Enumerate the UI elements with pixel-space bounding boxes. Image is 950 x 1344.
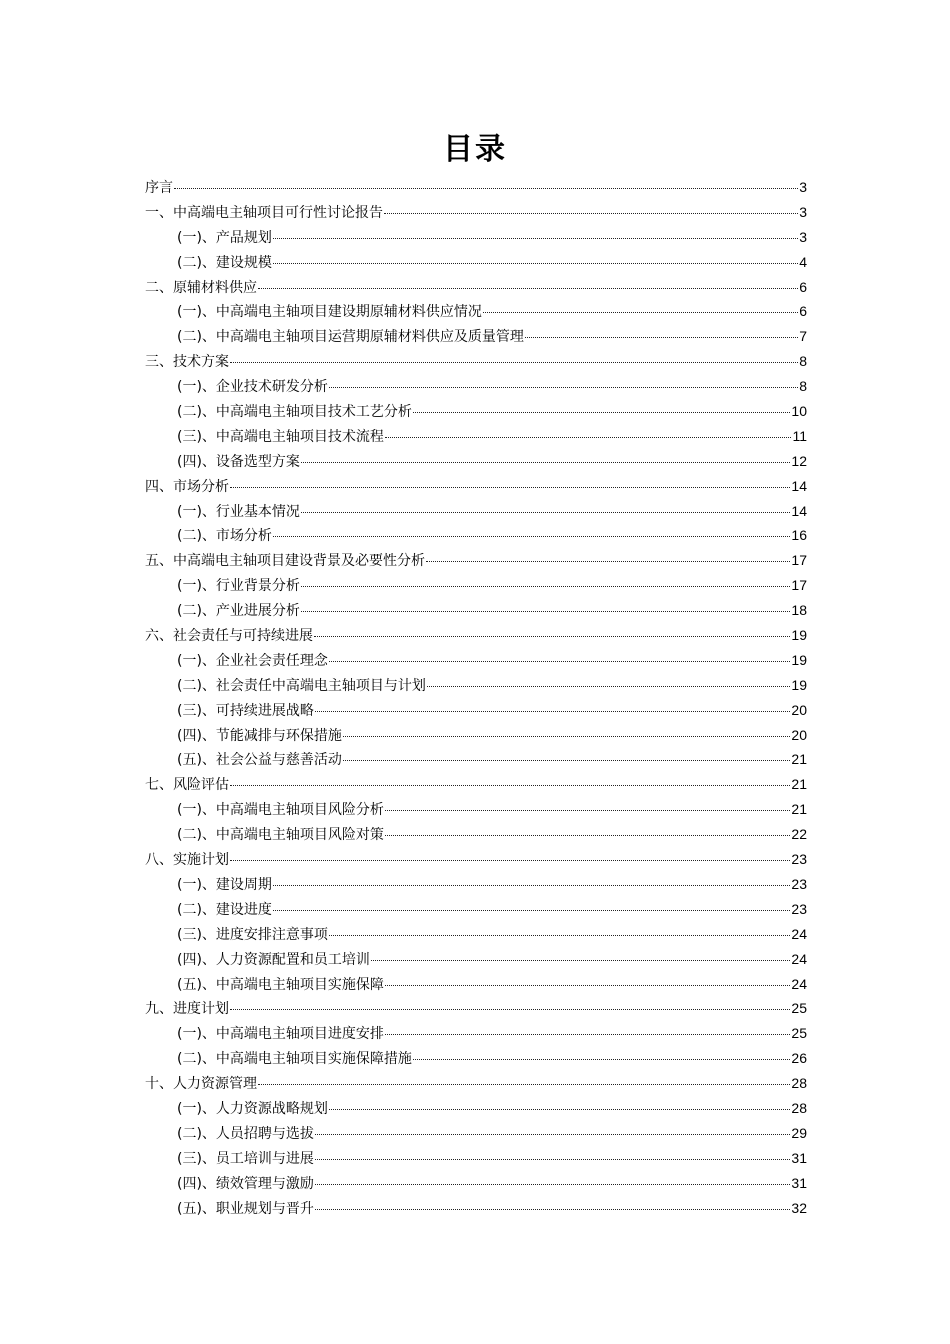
toc-page-number: 12 bbox=[791, 452, 807, 469]
toc-page-number: 11 bbox=[792, 427, 807, 444]
toc-entry-text: (二)、建设进度 bbox=[177, 901, 272, 918]
dot-leader bbox=[329, 1109, 790, 1110]
dot-leader bbox=[385, 810, 790, 811]
toc-entry-text: 二、原辅材料供应 bbox=[145, 279, 257, 296]
toc-page-number: 31 bbox=[791, 1174, 807, 1191]
toc-page-number: 20 bbox=[791, 701, 807, 718]
toc-entry-text: (四)、绩效管理与激励 bbox=[177, 1175, 314, 1192]
toc-entry-text: 七、风险评估 bbox=[145, 777, 229, 794]
toc-entry-text: (一)、产品规划 bbox=[177, 229, 272, 246]
toc-entry-text: (五)、社会公益与慈善活动 bbox=[177, 752, 342, 769]
toc-page-number: 29 bbox=[791, 1124, 807, 1141]
toc-subentry[interactable] bbox=[145, 250, 807, 275]
toc-list bbox=[145, 175, 807, 1220]
dot-leader bbox=[427, 686, 790, 687]
toc-subentry[interactable] bbox=[145, 424, 807, 449]
toc-entry-text: 三、技术方案 bbox=[145, 354, 229, 371]
dot-leader bbox=[230, 860, 790, 861]
toc-subentry[interactable] bbox=[145, 723, 807, 748]
toc-entry-text: (五)、职业规划与晋升 bbox=[177, 1200, 314, 1217]
toc-subentry[interactable] bbox=[145, 1196, 807, 1221]
dot-leader bbox=[315, 1159, 790, 1160]
toc-entry-text: (一)、中高端电主轴项目建设期原辅材料供应情况 bbox=[177, 304, 482, 321]
toc-subentry[interactable] bbox=[145, 1096, 807, 1121]
toc-page-number: 23 bbox=[791, 875, 807, 892]
toc-entry-text: (三)、员工培训与进展 bbox=[177, 1150, 314, 1167]
toc-subentry[interactable] bbox=[145, 897, 807, 922]
dot-leader bbox=[483, 312, 798, 313]
toc-subentry[interactable] bbox=[145, 449, 807, 474]
toc-page-number: 16 bbox=[791, 527, 807, 544]
toc-subentry[interactable] bbox=[145, 1146, 807, 1171]
toc-subentry[interactable] bbox=[145, 598, 807, 623]
toc-entry-text: (二)、建设规模 bbox=[177, 254, 272, 271]
toc-entry[interactable] bbox=[145, 175, 807, 200]
toc-subentry[interactable] bbox=[145, 324, 807, 349]
toc-page-number: 25 bbox=[791, 1025, 807, 1042]
toc-entry-text: (二)、中高端电主轴项目实施保障措施 bbox=[177, 1051, 412, 1068]
toc-page-number: 24 bbox=[791, 950, 807, 967]
toc-page-number: 7 bbox=[799, 328, 807, 345]
toc-page-number: 25 bbox=[791, 1000, 807, 1017]
toc-subentry[interactable] bbox=[145, 374, 807, 399]
dot-leader bbox=[273, 536, 790, 537]
dot-leader bbox=[426, 561, 790, 562]
toc-entry-text: 五、中高端电主轴项目建设背景及必要性分析 bbox=[145, 553, 425, 570]
dot-leader bbox=[301, 586, 790, 587]
toc-subentry[interactable] bbox=[145, 573, 807, 598]
toc-entry-text: (二)、产业进展分析 bbox=[177, 603, 300, 620]
dot-leader bbox=[230, 785, 790, 786]
toc-entry-text: (四)、设备选型方案 bbox=[177, 453, 300, 470]
dot-leader bbox=[413, 412, 790, 413]
toc-entry[interactable] bbox=[145, 847, 807, 872]
toc-subentry[interactable] bbox=[145, 499, 807, 524]
toc-entry[interactable] bbox=[145, 349, 807, 374]
toc-page-number: 24 bbox=[791, 975, 807, 992]
toc-subentry[interactable] bbox=[145, 922, 807, 947]
toc-subentry[interactable] bbox=[145, 399, 807, 424]
toc-subentry[interactable] bbox=[145, 1046, 807, 1071]
dot-leader bbox=[273, 885, 790, 886]
toc-entry-text: 一、中高端电主轴项目可行性讨论报告 bbox=[145, 204, 383, 221]
toc-subentry[interactable] bbox=[145, 872, 807, 897]
dot-leader bbox=[525, 337, 798, 338]
dot-leader bbox=[385, 835, 790, 836]
toc-page-number: 32 bbox=[791, 1199, 807, 1216]
toc-page-number: 20 bbox=[791, 726, 807, 743]
toc-entry-text: (三)、可持续进展战略 bbox=[177, 702, 314, 719]
toc-subentry[interactable] bbox=[145, 797, 807, 822]
toc-page-number: 10 bbox=[791, 403, 807, 420]
toc-page-number: 17 bbox=[791, 577, 807, 594]
toc-title: 目录 bbox=[443, 132, 507, 167]
toc-page-number: 21 bbox=[791, 801, 807, 818]
dot-leader bbox=[230, 1009, 790, 1010]
toc-entry-text: 序言 bbox=[145, 180, 173, 196]
dot-leader bbox=[385, 1034, 790, 1035]
toc-page-number: 22 bbox=[791, 826, 807, 843]
dot-leader bbox=[258, 1084, 790, 1085]
dot-leader bbox=[301, 611, 790, 612]
toc-subentry[interactable] bbox=[145, 523, 807, 548]
toc-entry-text: (二)、中高端电主轴项目技术工艺分析 bbox=[177, 404, 412, 421]
dot-leader bbox=[385, 437, 792, 438]
toc-page-number: 19 bbox=[791, 676, 807, 693]
toc-entry[interactable] bbox=[145, 275, 807, 300]
toc-page-number: 23 bbox=[791, 851, 807, 868]
dot-leader bbox=[273, 263, 798, 264]
toc-entry-text: (一)、中高端电主轴项目风险分析 bbox=[177, 802, 384, 819]
toc-subentry[interactable] bbox=[145, 1021, 807, 1046]
toc-entry-text: 六、社会责任与可持续进展 bbox=[145, 628, 313, 645]
toc-subentry[interactable] bbox=[145, 1171, 807, 1196]
dot-leader bbox=[315, 1134, 790, 1135]
toc-entry[interactable] bbox=[145, 996, 807, 1021]
toc-page-number: 17 bbox=[791, 552, 807, 569]
dot-leader bbox=[258, 288, 798, 289]
toc-entry-text: (三)、中高端电主轴项目技术流程 bbox=[177, 428, 384, 445]
toc-entry-text: 八、实施计划 bbox=[145, 852, 229, 869]
dot-leader bbox=[343, 760, 790, 761]
toc-page-number: 23 bbox=[791, 900, 807, 917]
dot-leader bbox=[371, 960, 790, 961]
toc-subentry[interactable] bbox=[145, 947, 807, 972]
toc-subentry[interactable] bbox=[145, 1121, 807, 1146]
toc-page-number: 28 bbox=[791, 1075, 807, 1092]
toc-entry-text: (一)、人力资源战略规划 bbox=[177, 1100, 328, 1117]
toc-entry-text: (二)、市场分析 bbox=[177, 528, 272, 545]
toc-page-number: 19 bbox=[791, 627, 807, 644]
toc-entry-text: (一)、行业基本情况 bbox=[177, 503, 300, 520]
toc-entry-text: (二)、中高端电主轴项目风险对策 bbox=[177, 827, 384, 844]
toc-page-number: 14 bbox=[791, 477, 807, 494]
toc-page-number: 3 bbox=[799, 228, 807, 245]
toc-subentry[interactable] bbox=[145, 972, 807, 997]
dot-leader bbox=[314, 636, 790, 637]
dot-leader bbox=[413, 1059, 790, 1060]
toc-subentry[interactable] bbox=[145, 299, 807, 324]
dot-leader bbox=[273, 238, 798, 239]
toc-entry[interactable] bbox=[145, 200, 807, 225]
dot-leader bbox=[315, 1209, 790, 1210]
toc-entry-text: (二)、人员招聘与选拔 bbox=[177, 1125, 314, 1142]
toc-entry-text: (二)、中高端电主轴项目运营期原辅材料供应及质量管理 bbox=[177, 329, 524, 346]
toc-entry-text: (一)、企业技术研发分析 bbox=[177, 379, 328, 396]
toc-subentry[interactable] bbox=[145, 822, 807, 847]
dot-leader bbox=[329, 661, 790, 662]
toc-subentry[interactable] bbox=[145, 698, 807, 723]
dot-leader bbox=[315, 711, 790, 712]
toc-page-number: 18 bbox=[791, 602, 807, 619]
toc-entry[interactable] bbox=[145, 474, 807, 499]
toc-entry-text: 十、人力资源管理 bbox=[145, 1076, 257, 1093]
toc-page-number: 3 bbox=[799, 179, 807, 195]
dot-leader bbox=[343, 736, 790, 737]
toc-subentry[interactable] bbox=[145, 648, 807, 673]
toc-page-number: 4 bbox=[799, 253, 807, 270]
dot-leader bbox=[384, 213, 798, 214]
toc-page-number: 14 bbox=[791, 502, 807, 519]
dot-leader bbox=[174, 188, 798, 189]
toc-entry-text: (四)、节能减排与环保措施 bbox=[177, 727, 342, 744]
dot-leader bbox=[230, 487, 790, 488]
toc-page-number: 8 bbox=[799, 378, 807, 395]
toc-subentry[interactable] bbox=[145, 673, 807, 698]
toc-entry[interactable] bbox=[145, 1071, 807, 1096]
toc-page-number: 24 bbox=[791, 925, 807, 942]
toc-entry-text: (二)、社会责任中高端电主轴项目与计划 bbox=[177, 677, 426, 694]
dot-leader bbox=[329, 935, 790, 936]
toc-entry-text: 四、市场分析 bbox=[145, 478, 229, 495]
dot-leader bbox=[301, 512, 790, 513]
toc-entry[interactable] bbox=[145, 548, 807, 573]
toc-page-number: 21 bbox=[791, 776, 807, 793]
toc-entry[interactable] bbox=[145, 623, 807, 648]
dot-leader bbox=[385, 985, 790, 986]
toc-page-number: 6 bbox=[799, 278, 807, 295]
toc-page-number: 21 bbox=[791, 751, 807, 768]
toc-page-number: 3 bbox=[799, 203, 807, 220]
toc-page-number: 31 bbox=[791, 1149, 807, 1166]
toc-subentry[interactable] bbox=[145, 225, 807, 250]
toc-entry[interactable] bbox=[145, 772, 807, 797]
dot-leader bbox=[315, 1184, 790, 1185]
toc-entry-text: (三)、进度安排注意事项 bbox=[177, 926, 328, 943]
toc-page-number: 28 bbox=[791, 1099, 807, 1116]
toc-entry-text: (一)、企业社会责任理念 bbox=[177, 652, 328, 669]
dot-leader bbox=[273, 910, 790, 911]
toc-page-number: 8 bbox=[799, 353, 807, 370]
dot-leader bbox=[230, 362, 798, 363]
toc-page-number: 19 bbox=[791, 651, 807, 668]
toc-page-number: 26 bbox=[791, 1050, 807, 1067]
toc-entry-text: (四)、人力资源配置和员工培训 bbox=[177, 951, 370, 968]
toc-page-number: 6 bbox=[799, 303, 807, 320]
dot-leader bbox=[301, 462, 790, 463]
toc-subentry[interactable] bbox=[145, 747, 807, 772]
toc-entry-text: 九、进度计划 bbox=[145, 1001, 229, 1018]
dot-leader bbox=[329, 387, 798, 388]
toc-entry-text: (五)、中高端电主轴项目实施保障 bbox=[177, 976, 384, 993]
toc-entry-text: (一)、行业背景分析 bbox=[177, 578, 300, 595]
toc-entry-text: (一)、中高端电主轴项目进度安排 bbox=[177, 1026, 384, 1043]
toc-entry-text: (一)、建设周期 bbox=[177, 876, 272, 893]
